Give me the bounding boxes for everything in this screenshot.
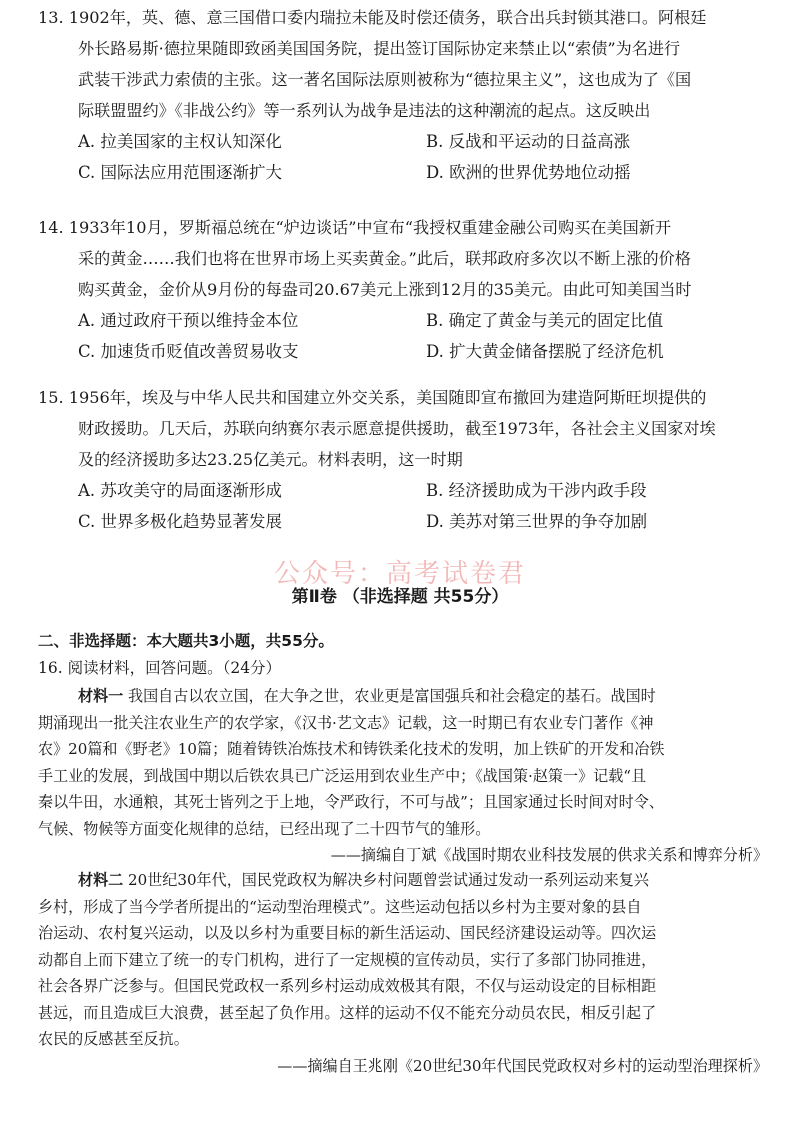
material-1 <box>38 683 768 869</box>
q13-line: 13. 1902年，英、德、意三国借口委内瑞拉未能及时偿还债务，联合出兵封锁其港口。阿根廷 <box>38 8 707 27</box>
question-14 <box>38 212 778 367</box>
q15-line: 及的经济援助多达23.25亿美元。材料表明，这一时期 <box>78 450 463 469</box>
question-13 <box>38 2 778 188</box>
material-1-label: 材料一 <box>78 687 124 705</box>
material-1-text: 我国自古以农立国，在大争之世，农业更是富国强兵和社会稳定的基石。战国时 <box>123 687 656 705</box>
q13-options-row-2 <box>38 157 778 188</box>
q15-line: 财政援助。几天后，苏联向纳赛尔表示愿意提供援助，截至1973年，各社会主义国家对埃 <box>78 419 716 438</box>
q15-option-d[interactable]: D. 美苏对第三世界的争夺加剧 <box>426 512 648 531</box>
q14-options-row-2 <box>38 336 778 367</box>
material-1-line: 气候、物候等方面变化规律的总结，已经出现了二十四节气的雏形。 <box>38 819 491 838</box>
question-15 <box>38 382 778 537</box>
q14-option-d[interactable]: D. 扩大黄金储备摆脱了经济危机 <box>426 342 664 361</box>
q14-option-a[interactable]: A. 通过政府干预以维持金本位 <box>78 311 299 330</box>
q13-options-row-1 <box>38 126 778 157</box>
material-1-first-line <box>38 683 768 710</box>
material-2-line: 治运动、农村复兴运动，以及以乡村为重要目标的新生活运动、国民经济建设运动等。四次运 <box>38 924 657 942</box>
q14-line: 采的黄金……我们也将在世界市场上买卖黄金。”此后，联邦政府多次以不断上涨的价格 <box>78 249 691 268</box>
q15-line: 15. 1956年，埃及与中华人民共和国建立外交关系，美国随即宣布撤回为建造阿斯旺坝提供的 <box>38 388 707 407</box>
q15-options-row-1 <box>38 475 778 506</box>
q15-option-c[interactable]: C. 世界多极化趋势显著发展 <box>78 512 283 531</box>
material-2-source: ——摘编自王兆刚《20世纪30年代国民党政权对乡村的运动型治理探析》 <box>277 1056 768 1075</box>
material-2-first-line <box>38 867 768 894</box>
material-1-line: 手工业的发展，到战国中期以后铁农具已广泛运用到农业生产中；《战国策·赵策一》记载“且 <box>38 766 647 785</box>
q13-option-a[interactable]: A. 拉美国家的主权认知深化 <box>78 132 282 151</box>
material-2-line: 甚远，而且造成巨大浪费，甚至起了负作用。这样的运动不仅不能充分动员农民，相反引起了 <box>38 1003 657 1022</box>
q14-line: 购买黄金，金价从9月份的每盎司20.67美元上涨到12月的35美元。由此可知美国当时 <box>78 280 692 299</box>
material-2-line: 农民的反感甚至反抗。 <box>38 1030 189 1048</box>
watermark: 公众号：高考试卷君 <box>273 559 526 589</box>
material-2-text: 20世纪30年代，国民党政权为解决乡村问题曾尝试通过发动一系列运动来复兴 <box>123 871 649 889</box>
q13-option-d[interactable]: D. 欧洲的世界优势地位动摇 <box>426 163 631 182</box>
material-1-line: 秦以牛田，水通粮，其死士皆列之于上地，令严政行，不可与战”；且国家通过长时间对时令、 <box>38 793 664 811</box>
question-16-stem: 16. 阅读材料，回答问题。（24分） <box>38 659 282 677</box>
q14-options-row-1 <box>38 305 778 336</box>
q13-option-c[interactable]: C. 国际法应用范围逐渐扩大 <box>78 163 283 182</box>
q15-options-row-2 <box>38 506 778 537</box>
q13-option-b[interactable]: B. 反战和平运动的日益高涨 <box>426 132 631 151</box>
material-1-line: 农》20篇和《野老》10篇；随着铸铁冶炼技术和铸铁柔化技术的发明，加上铁矿的开发和冶铁 <box>38 740 665 758</box>
section-title: 第Ⅱ卷 （非选择题 共55分） <box>291 587 509 607</box>
material-2-line: 社会各界广泛参与。但国民党政权一系列乡村运动成效极其有限，不仅与运动设定的目标相距 <box>38 977 657 995</box>
q14-line: 14. 1933年10月，罗斯福总统在“炉边谈话”中宣布“我授权重建金融公司购买在美国新开 <box>38 218 672 237</box>
q15-option-b[interactable]: B. 经济援助成为干涉内政手段 <box>426 481 647 500</box>
material-1-line: 期涌现出一批关注农业生产的农学家，《汉书·艺文志》记载，这一时期已有农业专门著作《神 <box>38 713 654 732</box>
material-2 <box>38 867 768 1079</box>
q14-option-c[interactable]: C. 加速货币贬值改善贸易收支 <box>78 342 299 361</box>
material-1-source: ——摘编自丁斌《战国时期农业科技发展的供求关系和博弈分析》 <box>330 846 768 864</box>
q13-line: 外长路易斯·德拉果随即致函美国国务院，提出签订国际协定来禁止以“索债”为名进行 <box>78 39 681 58</box>
material-2-label: 材料二 <box>78 871 124 889</box>
q13-line: 武装干涉武力索债的主张。这一著名国际法原则被称为“德拉果主义”，这也成为了《国 <box>78 70 692 89</box>
q15-option-a[interactable]: A. 苏攻美守的局面逐渐形成 <box>78 481 282 500</box>
part-title: 二、非选择题：本大题共3小题，共55分。 <box>38 632 334 650</box>
material-2-line: 动都自上而下建立了统一的专门机构，进行了一定规模的宣传动员，实行了多部门协同推进， <box>38 950 657 969</box>
q13-line: 际联盟盟约》《非战公约》等一系列认为战争是违法的这种潮流的起点。这反映出 <box>78 101 651 120</box>
material-2-line: 乡村，形成了当今学者所提出的“运动型治理模式”。这些运动包括以乡村为主要对象的县自 <box>38 897 642 916</box>
q14-option-b[interactable]: B. 确定了黄金与美元的固定比值 <box>426 311 664 330</box>
